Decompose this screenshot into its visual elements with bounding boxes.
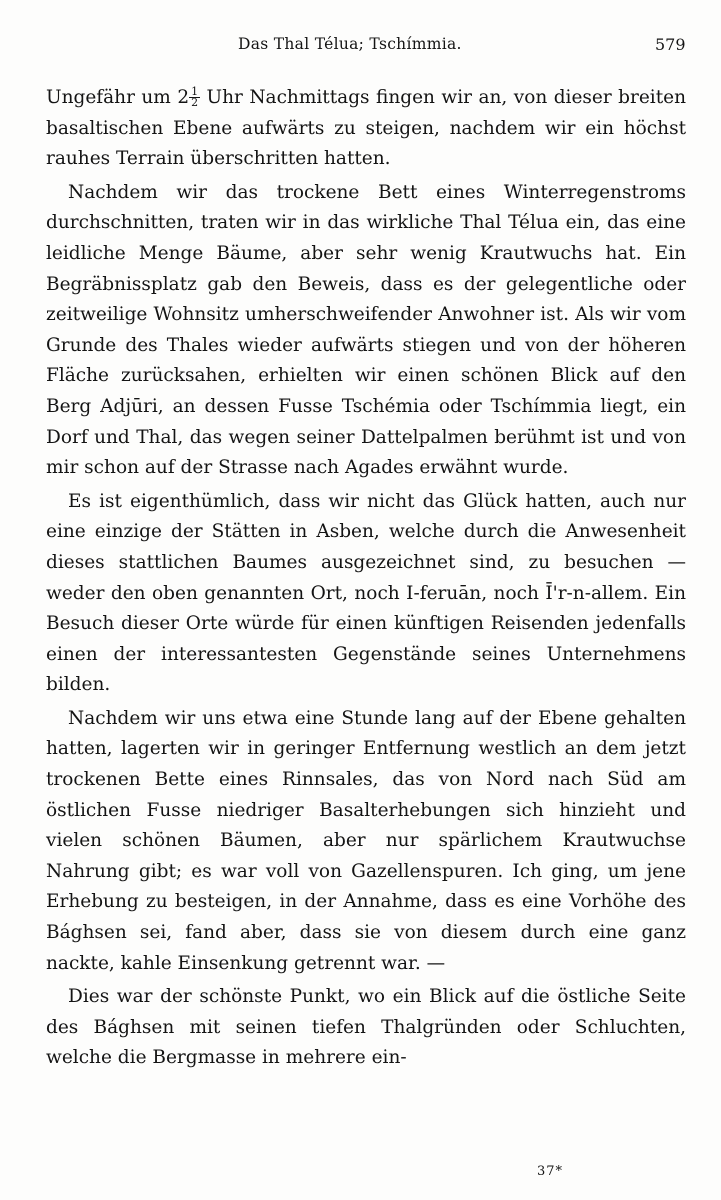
paragraph-1 [46, 83, 686, 175]
paragraph-1-start: Ungefähr um [46, 87, 178, 108]
fraction-numerator: 1 [191, 85, 199, 98]
fraction-whole: 2 [177, 87, 190, 108]
paragraph-4: Nachdem wir uns etwa eine Stunde lang auf der Ebene gehalten hatten, lagerten wir in geringer Entfernung westlich an dem jetzt trockenen Bette eines Rinnsales, das von Nord nach Süd am östlichen Fusse niedriger Basalterhebungen sich hinzieht und vielen schönen Bäumen, aber nur spärlichem Krautwuchse Nahrung gibt; es war voll von Gazellenspuren. Ich ging, um jene Erhebung zu besteigen, in der Annahme, dass es eine Vorhöhe des Bághsen sei, fand aber, dass sie von diesem durch eine ganz nackte, kahle Einsenkung getrennt war. — [46, 707, 686, 974]
paragraph-3: Es ist eigenthümlich, dass wir nicht das Glück hatten, auch nur eine einzige der Stätten in Asben, welche durch die Anwesenheit dieses stattlichen Baumes ausgezeichnet sind, zu besuchen — weder den oben genannten Ort, noch I-feruān, noch Ī'r-n-allem. Ein Besuch dieser Orte würde für einen künftigen Reisenden jedenfalls einen der interessantesten Gegenstände seines Unternehmens bilden. [46, 490, 686, 696]
body-text [46, 83, 686, 1074]
paragraph-2: Nachdem wir das trockene Bett eines Winterregenstroms durchschnitten, traten wir in das wirkliche Thal Télua ein, das eine leidliche Menge Bäume, aber sehr wenig Krautwuchs hat. Ein Begräbnissplatz gab den Beweis, dass es der gelegentliche oder zeitweilige Wohnsitz umherschweifender Anwohner ist. Als wir vom Grunde des Thales wieder aufwärts stiegen und von der höheren Fläche zurücksahen, erhielten wir einen schönen Blick auf den Berg Adjūri, an dessen Fusse Tschémia oder Tschímmia liegt, ein Dorf und Thal, das wegen seiner Dattelpalmen berühmt ist und von mir schon auf der Strasse nach Agades erwähnt wurde. [46, 181, 686, 479]
fraction-half [189, 87, 200, 107]
paragraph-5: Dies war der schönste Punkt, wo ein Blick auf die östliche Seite des Bághsen mit seinen tiefen Thalgründen oder Schluchten, welche die Bergmasse in mehrere ein- [46, 986, 686, 1069]
paragraph-1-rest: Uhr Nachmittags fingen wir an, von dieser breiten basaltischen Ebene aufwärts zu steigen, nachdem wir ein höchst rauhes Terrain überschritten hatten. [46, 87, 687, 170]
running-head: Das Thal Télua; Tschímmia. [238, 35, 462, 53]
signature-mark: 37* [537, 1164, 564, 1179]
fraction-denominator: 2 [191, 96, 199, 109]
page-number: 579 [655, 35, 686, 54]
page-header [0, 35, 721, 65]
